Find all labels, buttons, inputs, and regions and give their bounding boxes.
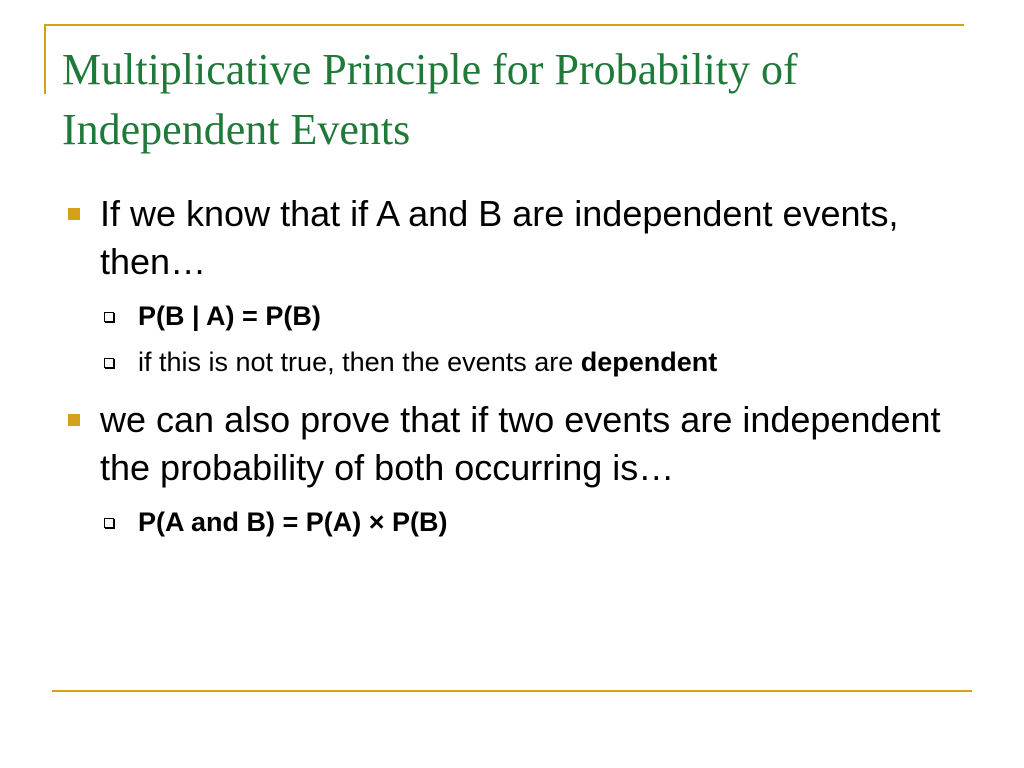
- sub-bullet-list: [62, 502, 962, 542]
- dependent-term: dependent: [580, 347, 718, 377]
- bullet-text: If we know that if A and B are independent events, then…: [100, 193, 899, 282]
- sub-bullet-text: if this is not true, then the events are: [138, 347, 581, 377]
- bullet-item: [62, 190, 962, 286]
- hollow-square-bullet-icon: [104, 358, 114, 368]
- formula-multiplication: P(A and B) = P(A) × P(B): [138, 507, 448, 537]
- sub-bullet-item: [62, 502, 962, 542]
- slide-title: Multiplicative Principle for Probability of Independent Events: [62, 45, 798, 154]
- frame-left-rule: [44, 24, 46, 94]
- frame-bottom-rule: [52, 690, 972, 692]
- bullet-item: [62, 396, 962, 492]
- sub-bullet-item: [62, 296, 962, 336]
- sub-bullet-list: [62, 296, 962, 382]
- square-bullet-icon: [68, 208, 80, 220]
- slide-content: [62, 190, 962, 556]
- square-bullet-icon: [68, 414, 80, 426]
- formula-conditional: P(B | A) = P(B): [138, 301, 321, 331]
- hollow-square-bullet-icon: [104, 518, 114, 528]
- sub-bullet-item: [62, 342, 962, 382]
- frame-top-rule: [44, 24, 964, 26]
- bullet-text: we can also prove that if two events are independent the probability of both occurring is…: [100, 399, 941, 488]
- hollow-square-bullet-icon: [104, 312, 114, 322]
